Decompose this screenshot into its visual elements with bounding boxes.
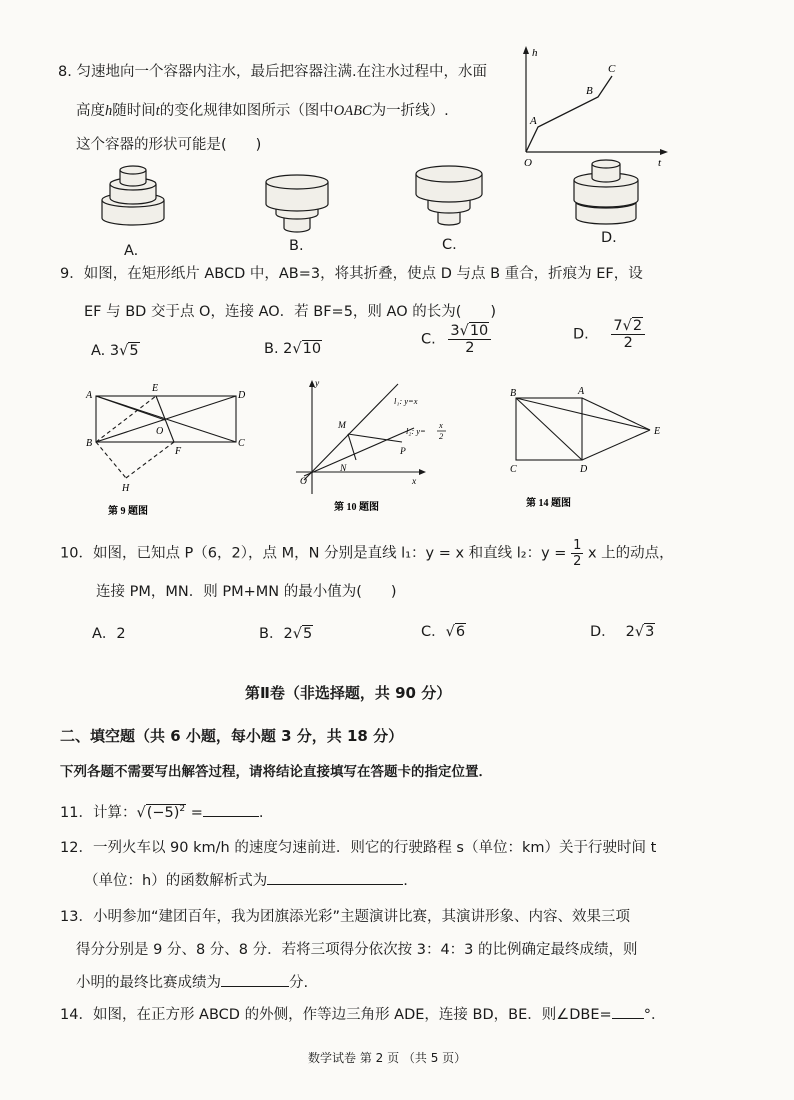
- fig14-label-d: D: [580, 464, 588, 475]
- fig10-caption: 第 10 题图: [334, 502, 379, 513]
- fig9-label-o: O: [156, 426, 164, 437]
- q9-option-d: D. $\frac{7√2}{2}$: [573, 318, 645, 351]
- container-b-label: B.: [289, 238, 304, 254]
- q9-line1: 9．如图，在矩形纸片 ABCD 中，AB=3，将其折叠，使点 D 与点 B 重合，折痕为 EF，设: [60, 266, 643, 282]
- fig10-p-label: P: [400, 447, 406, 457]
- fig10-y-label: y: [315, 379, 320, 389]
- q13-line3: 小明的最终比赛成绩为 分.: [76, 975, 309, 991]
- q13-line2: 得分分别是 9 分、8 分、8 分．若将三项得分依次按 3：4：3 的比例确定最终成绩，则: [76, 942, 638, 958]
- q9-line2: EF 与 BD 交于点 O，连接 AO．若 BF=5，则 AO 的长为( ): [84, 304, 497, 320]
- fig9-label-d: D: [238, 390, 246, 401]
- graph-t-label: t: [658, 157, 662, 169]
- q8-line1: [58, 60, 487, 81]
- q11: 11．计算：$√(-5)^2$ = .: [60, 804, 264, 821]
- figure-9: [82, 380, 252, 520]
- q10-option-c: C．√6: [421, 624, 466, 640]
- section-2-instruction: 下列各题不需要写出解答过程，请将结论直接填写在答题卡的指定位置．: [60, 764, 492, 780]
- fig9-label-h: H: [122, 483, 130, 494]
- figure-10: [290, 376, 450, 516]
- q14-answer-blank[interactable]: [612, 1018, 644, 1019]
- q9-option-a: A. 3√5: [91, 343, 139, 359]
- q10-line2: 连接 PM，MN．则 PM+MN 的最小值为( ): [96, 584, 397, 600]
- q8-text-1: 匀速地向一个容器内注水，最后把容器注满.在注水过程中，水面: [76, 64, 488, 80]
- fig14-label-c: C: [510, 464, 517, 475]
- fig10-l2-den: 2: [439, 431, 444, 441]
- graph-o-label: O: [524, 157, 532, 169]
- fig14-caption: 第 14 题图: [526, 498, 571, 509]
- q9-option-c: C. $\frac{3√10}{2}$: [421, 323, 491, 356]
- q11-answer-blank[interactable]: [203, 816, 259, 817]
- fig9-caption: 第 9 题图: [108, 506, 148, 517]
- fig9-label-b: B: [86, 438, 93, 449]
- q9-option-b: B. 2√10: [264, 341, 322, 357]
- fig10-o-label: O: [300, 477, 307, 487]
- section-2-subtitle: 二、填空题（共 6 小题，每小题 3 分，共 18 分）: [60, 727, 404, 745]
- container-c-shape: [412, 162, 486, 232]
- container-c-label: C.: [442, 237, 457, 253]
- section-2-title: 第Ⅱ卷（非选择题，共 90 分）: [245, 684, 452, 702]
- fig9-label-a: A: [86, 390, 93, 401]
- fig10-x-label: x: [412, 477, 417, 487]
- container-b-shape: [262, 170, 332, 238]
- q10-line1: 10．如图，已知点 P（6，2），点 M，N 分别是直线 l₁：y = x 和直线 l₂：y = $\frac{1}{2}$ x 上的动点，: [60, 538, 674, 569]
- graph-a-label: A: [530, 115, 537, 127]
- graph-b-label: B: [586, 85, 593, 97]
- fig14-label-b: B: [510, 388, 517, 399]
- container-d-label: D.: [601, 230, 617, 246]
- q13-line1: 13．小明参加“建团百年，我为团旗添光彩”主题演讲比赛，其演讲形象、内容、效果三项: [60, 909, 630, 925]
- graph-c-label: C: [608, 63, 616, 75]
- q12-line1: 12．一列火车以 90 km/h 的速度匀速前进．则它的行驶路程 s（单位：km）关于行驶时间 t: [60, 840, 657, 856]
- fig10-m-label: M: [338, 421, 346, 431]
- fig10-l2-label: l₂: y=: [406, 426, 426, 436]
- q8-line2: 高度h随时间t的变化规律如图所示（图中OABC为一折线）.: [76, 103, 449, 119]
- q13-answer-blank[interactable]: [221, 986, 289, 987]
- q12-answer-blank[interactable]: [267, 884, 403, 885]
- q12-line2: （单位：h）的函数解析式为 .: [84, 873, 408, 889]
- fig10-l2-num: x: [439, 420, 443, 430]
- q10-option-d: D． 2√3: [590, 624, 655, 640]
- container-a-label: A.: [124, 243, 139, 259]
- graph-h-label: h: [532, 47, 538, 59]
- q10-option-a: A．2: [92, 626, 126, 642]
- q10-option-b: B．2√5: [259, 626, 313, 642]
- figure-14: [500, 382, 680, 514]
- fig10-l1-label: l₁: y=x: [394, 396, 418, 406]
- fig9-label-e: E: [152, 383, 159, 394]
- fig14-label-a: A: [578, 386, 585, 397]
- q8-graph: [512, 42, 672, 172]
- page-footer: 数学试卷 第 2 页 （共 5 页）: [308, 1051, 467, 1065]
- fig14-label-e: E: [654, 426, 661, 437]
- q8-number: 8.: [58, 64, 72, 80]
- q8-line3: 这个容器的形状可能是( ): [76, 137, 262, 153]
- fig10-n-label: N: [340, 464, 347, 474]
- fig9-label-c: C: [238, 438, 245, 449]
- q14: 14．如图，在正方形 ABCD 的外侧，作等边三角形 ADE，连接 BD，BE．则∠DBE= °．: [60, 1007, 666, 1023]
- fig9-label-f: F: [175, 446, 182, 457]
- container-d-shape: [570, 154, 642, 228]
- container-a-shape: [98, 162, 168, 232]
